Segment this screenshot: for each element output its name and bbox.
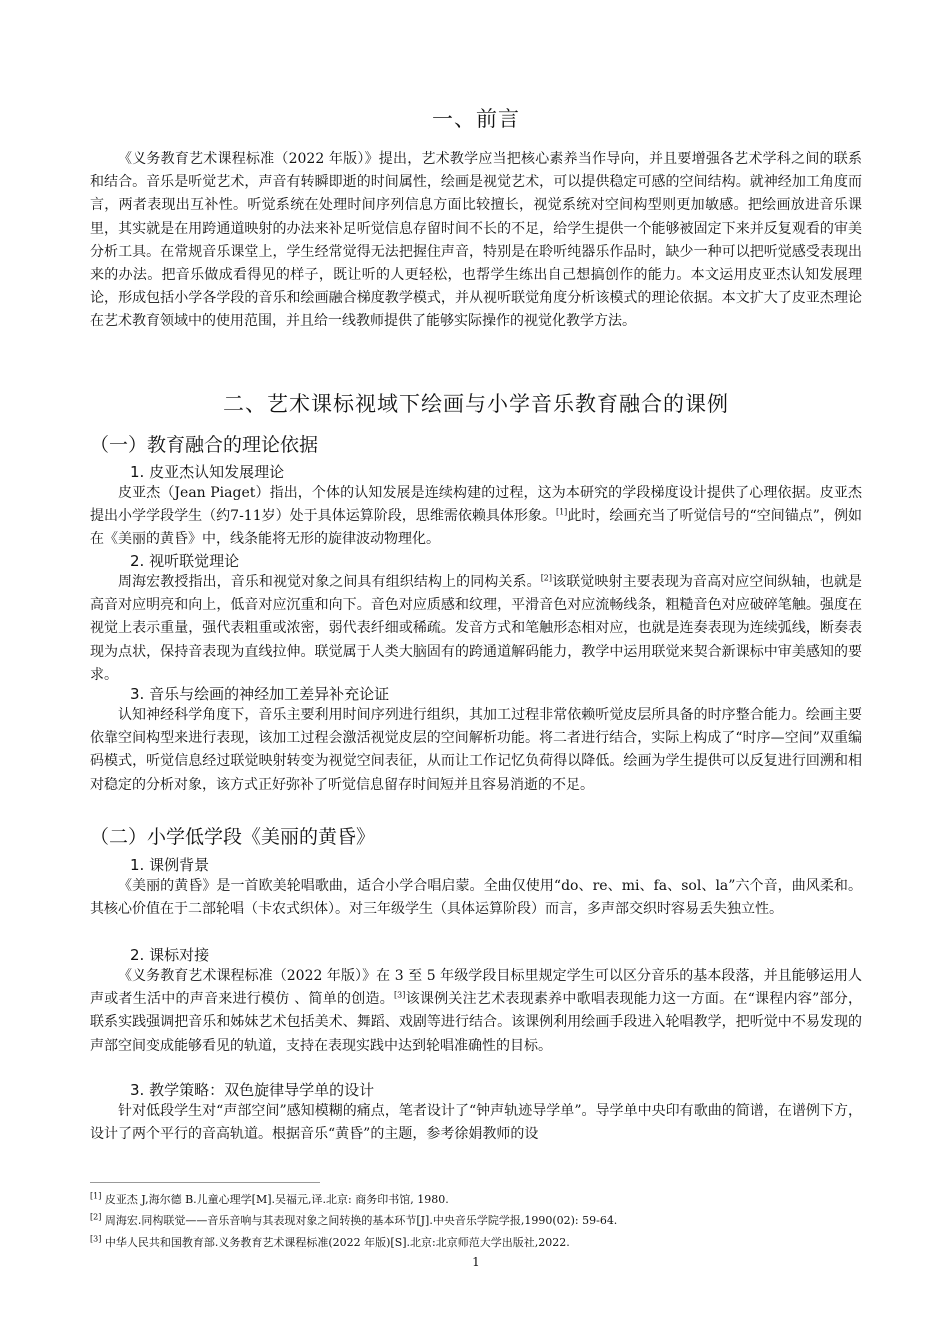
page-number: 1 — [472, 1255, 480, 1269]
section-heading-1: 一、前言 — [432, 107, 520, 131]
paragraph-piaget-text-b: 此时，绘画充当了听觉信号的“空间锚点”，例如在《美丽的黄昏》中，线条能将无形的旋律波动物理化。 — [90, 508, 862, 548]
footnote-text-3: 中华人民共和国教育部.义务教育艺术课程标准(2022 年版)[S].北京:北京师范大学出版社,2022. — [104, 1236, 570, 1249]
subheading-background: 1. 课例背景 — [130, 856, 210, 874]
subheading-strategy: 3. 教学策略：双色旋律导学单的设计 — [130, 1081, 375, 1099]
paragraph-synesthesia-text-b: 该联觉映射主要表现为音高对应空间纵轴，也就是高音对应明亮和向上，低音对应沉重和向下。音色对应质感和纹理，平滑音色对应流畅线条，粗糙音色对应破碎笔触。强度在视觉上表示重量，强代表粗重或浓密，弱代表纤细或稀疏。发音方式和笔触形态相对应，也就是连奏表现为连续弧线，断奏表现为点状，保持音表现为直线拉伸。联觉属于人类大脑固有的跨通道解码能力，教学中运用联觉来契合新课标中审美感知的要求。 — [90, 574, 862, 683]
paragraph-synesthesia — [90, 571, 862, 687]
paragraph-piaget — [90, 482, 862, 552]
footnote-1 — [90, 1193, 449, 1207]
footnote-ref-3[interactable]: [3] — [394, 990, 406, 1000]
paragraph-standards-text-b: 该课例关注艺术表现素养中歌唱表现能力这一方面。在“课程内容”部分，联系实践强调把音乐和姊妹艺术包括美术、舞蹈、戏剧等进行结合。该课例利用绘画手段进入轮唱教学，把听觉中不易发现的声部空间变成能够看见的轨道，支持在表现实践中达到轮唱准确性的目标。 — [90, 991, 862, 1054]
footnote-mark-2: [2] — [90, 1212, 102, 1222]
footnote-ref-1[interactable]: [1] — [555, 507, 568, 517]
subsection-heading-1: （一）教育融合的理论依据 — [90, 434, 319, 456]
section-heading-2: 二、艺术课标视域下绘画与小学音乐教育融合的课例 — [223, 392, 729, 416]
paragraph-piaget-text-a: 皮亚杰（Jean Piaget）指出，个体的认知发展是连续构建的过程，这为本研究的学段梯度设计提供了心理依据。皮亚杰提出小学学段学生（约7-11岁）处于具体运算阶段，思维需依赖具体形象。 — [90, 485, 862, 525]
paragraph-standards-text-a: 《义务教育艺术课程标准（2022 年版）》在 3 至 5 年级学段目标里规定学生可以区分音乐的基本段落，并且能够运用人声或者生活中的声音来进行模仿 、简单的创造。 — [90, 968, 862, 1008]
footnote-2 — [90, 1214, 617, 1228]
paragraph-standards — [90, 965, 862, 1058]
paragraph-synesthesia-text-a: 周海宏教授指出，音乐和视觉对象之间具有组织结构上的同构关系。 — [118, 574, 541, 590]
footnote-divider — [90, 1182, 320, 1183]
paragraph-intro: 《义务教育艺术课程标准（2022 年版）》提出，艺术教学应当把核心素养当作导向，并且要增强各艺术学科之间的联系和结合。音乐是听觉艺术，声音有转瞬即逝的时间属性，绘画是视觉艺术，可以提供稳定可感的空间结构。就神经加工角度而言，两者表现出互补性。听觉系统在处理时间序列信息方面比较擅长，视觉系统对空间构型则更加敏感。把绘画放进音乐课里，其实就是在用跨通道映射的办法来补足听觉信息存留时间不长的不足，给学生提供一个能够被固定下来并反复观看的审美分析工具。在常规音乐课堂上，学生经常觉得无法把握住声音，特别是在聆听纯器乐作品时，缺少一种可以把听觉感受表现出来的办法。把音乐做成看得见的样子，既让听的人更轻松，也帮学生练出自己想搞创作的能力。本文运用皮亚杰认知发展理论，形成包括小学各学段的音乐和绘画融合梯度教学模式，并从视听联觉角度分析该模式的理论依据。本文扩大了皮亚杰理论在艺术教育领域中的使用范围，并且给一线教师提供了能够实际操作的视觉化教学方法。 — [90, 151, 862, 330]
footnote-mark-3: [3] — [90, 1234, 102, 1244]
footnote-3 — [90, 1236, 570, 1250]
footnote-ref-2[interactable]: [2] — [540, 573, 553, 583]
paragraph-background: 《美丽的黄昏》是一首欧美轮唱歌曲，适合小学合唱启蒙。全曲仅使用“do、re、mi、fa、sol、la”六个音，曲风柔和。其核心价值在于二部轮唱（卡农式织体）。对三年级学生（具体运算阶段）而言，多声部交织时容易丢失独立性。 — [90, 878, 862, 918]
footnote-mark-1: [1] — [90, 1191, 102, 1201]
subheading-synesthesia: 2. 视听联觉理论 — [130, 552, 240, 570]
subheading-neural: 3. 音乐与绘画的神经加工差异补充论证 — [130, 685, 390, 703]
footnote-text-1: 皮亚杰 J,海尔德 B.儿童心理学[M].吴福元,译.北京: 商务印书馆, 1980. — [104, 1193, 449, 1206]
subheading-piaget: 1. 皮亚杰认知发展理论 — [130, 463, 285, 481]
paragraph-strategy: 针对低段学生对“声部空间”感知模糊的痛点，笔者设计了“钟声轨迹导学单”。导学单中央印有歌曲的简谱，在谱例下方，设计了两个平行的音高轨道。根据音乐“黄昏”的主题，参考徐娟教师的设 — [90, 1103, 862, 1143]
subheading-standards: 2. 课标对接 — [130, 946, 210, 964]
paragraph-neural: 认知神经科学角度下，音乐主要利用时间序列进行组织，其加工过程非常依赖听觉皮层所具备的时序整合能力。绘画主要依靠空间构型来进行表现，该加工过程会激活视觉皮层的空间解析功能。将二者进行结合，实际上构成了“时序—空间”双重编码模式，听觉信息经过联觉映射转变为视觉空间表征，从而让工作记忆负荷得以降低。绘画为学生提供可以反复进行回溯和相对稳定的分析对象，该方式正好弥补了听觉信息留存时间短并且容易消逝的不足。 — [90, 707, 862, 793]
subsection-heading-2: （二）小学低学段《美丽的黄昏》 — [90, 826, 376, 848]
footnote-text-2: 周海宏.同构联觉——音乐音响与其表现对象之间转换的基本环节[J].中央音乐学院学报,1990(02): 59-64. — [104, 1214, 618, 1227]
